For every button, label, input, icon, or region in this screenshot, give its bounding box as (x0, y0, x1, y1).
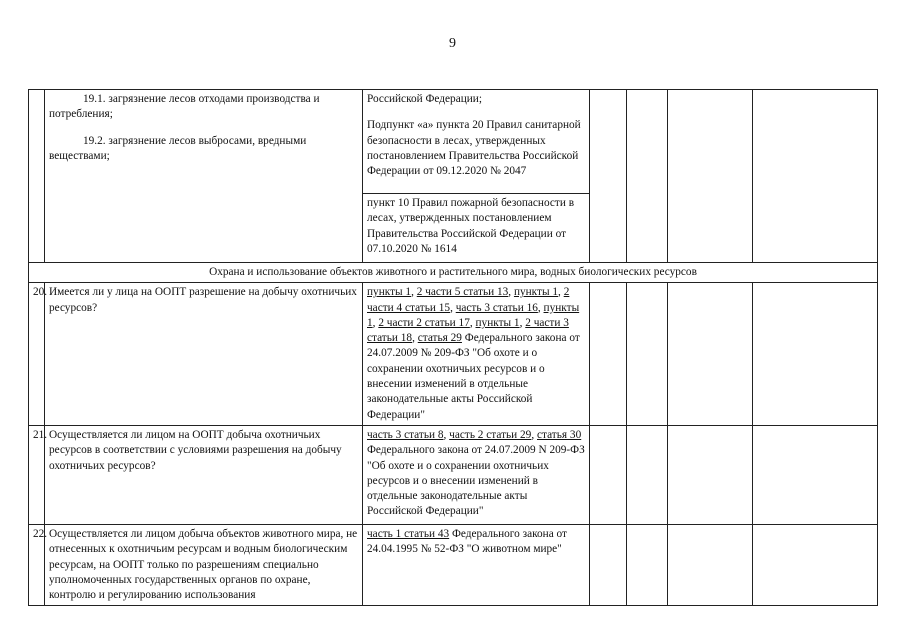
row-19-refs-cell-1 (363, 90, 590, 194)
row-20-col4 (590, 283, 627, 426)
ref-20-text: Федерального закона от 24.07.2009 № 209-ФЗ "Об охоте и о сохранении охотничьих ресурсов и о внесении изменений в отдельные законодательные акты Российской Федерации" (367, 332, 580, 421)
row-19-question-cell (45, 90, 363, 263)
section-header: Охрана и использование объектов животного и растительного мира, водных биологических ресурсов (29, 263, 878, 283)
row-19-col6 (668, 90, 753, 263)
ref-20-link-3[interactable]: пункты 1 (513, 286, 559, 299)
row-22-number: 22. (29, 524, 45, 605)
row-21-col6 (668, 425, 753, 524)
ref-20-link-4[interactable]: 2 части 4 статьи 15 (367, 286, 570, 314)
row-22-col5 (627, 524, 668, 605)
row-22-refs (363, 524, 590, 605)
row-21-question: Осуществляется ли лицом на ООПТ добыча охотничьих ресурсов в соответствии с условиями разрешения на добычу охотничьих ресурсов? (45, 425, 363, 524)
ref-21-text: Федерального закона от 24.07.2009 N 209-ФЗ "Об охоте и о сохранении охотничьих ресурсов и о внесении изменений в отдельные законодательные акты Российской Федерации" (367, 444, 585, 518)
row-22-col6 (668, 524, 753, 605)
table-row-21 (29, 425, 878, 524)
ref-20-link-5[interactable]: часть 3 статьи 16 (455, 301, 538, 314)
ref-21-link-3[interactable]: статья 30 (537, 428, 582, 441)
ref-19-b: Подпункт «а» пункта 20 Правил санитарной безопасности в лесах, утвержденных постановлением Правительства Российской Федерации от 09.12.2020 № 2047 (367, 119, 581, 178)
row-21-col5 (627, 425, 668, 524)
ref-22-link-1[interactable]: часть 1 статьи 43 (367, 527, 450, 540)
table-row-22 (29, 524, 878, 605)
ref-20-link-9[interactable]: 2 части 3 статьи 18 (367, 316, 569, 345)
row-20-col5 (627, 283, 668, 426)
ref-20-link-6[interactable]: пункты 1 (367, 301, 580, 329)
row-22-col7 (753, 524, 878, 605)
ref-20-link-7[interactable]: 2 части 2 статьи 17 (378, 316, 470, 329)
item-19-2: 19.2. загрязнение лесов выбросами, вредными веществами; (49, 134, 307, 162)
ref-21-link-1[interactable]: часть 3 статьи 8 (367, 428, 444, 441)
checklist-table (28, 89, 878, 606)
section-header-row (29, 263, 878, 283)
row-20-question: Имеется ли у лица на ООПТ разрешение на добычу охотничьих ресурсов? (45, 283, 363, 426)
row-21-refs: часть 3 статьи 8, часть 2 статьи 29, статья 30 Федерального закона от 24.07.2009 N 209-ФЗ "Об охоте и о сохранении охотничьих ресурсов и о внесении изменений в отдельные законодательные акты Российской Федерации" (363, 425, 590, 524)
row-19-number-cell (29, 90, 45, 263)
ref-20-link-1[interactable]: пункты 1 (367, 286, 412, 299)
ref-20-link-10[interactable]: статья 29 (417, 332, 462, 345)
table-row-20 (29, 283, 878, 426)
ref-22-text: Федерального закона от 24.04.1995 № 52-ФЗ "О животном мире" (367, 527, 567, 556)
row-21-col7 (753, 425, 878, 524)
table-row-19 (29, 90, 878, 194)
row-19-col7 (753, 90, 878, 263)
row-20-col7 (753, 283, 878, 426)
ref-19-a: Российской Федерации; (367, 93, 482, 105)
ref-21-link-2[interactable]: часть 2 статьи 29 (449, 428, 532, 441)
ref-19-c: пункт 10 Правил пожарной безопасности в лесах, утвержденных постановлением Правительства Российской Федерации от 07.10.2020 № 1614 (367, 197, 575, 255)
row-20-refs: пункты 1, 2 части 5 статьи 13, пункты 1, 2 части 4 статьи 15, часть 3 статьи 16, пункты 1, 2 части 2 статьи 17, пункты 1, 2 части 3 статьи 18, статья 29 Федерального закона от 24.07.2009 № 209-ФЗ "Об охоте и о сохранении охотничьих ресурсов и о внесении изменений в отдельные законодательные акты Российской Федерации" (363, 283, 590, 426)
row-19-col5 (627, 90, 668, 263)
row-22-col4 (590, 524, 627, 605)
row-21-col4 (590, 425, 627, 524)
row-21-number: 21. (29, 425, 45, 524)
row-22-question: Осуществляется ли лицом добыча объектов животного мира, не отнесенных к охотничьим ресурсам и водным биологическим ресурсам, на ООПТ только по разрешениям специально уполномоченных государственных органов по охране, контролю и регулированию использования (45, 524, 363, 605)
ref-20-link-2[interactable]: 2 части 5 статьи 13 (416, 286, 509, 299)
item-19-1: 19.1. загрязнение лесов отходами производства и потребления; (49, 93, 320, 121)
ref-20-link-8[interactable]: пункты 1 (475, 316, 520, 329)
row-19-refs-cell-2 (363, 194, 590, 263)
row-20-number: 20. (29, 283, 45, 426)
row-20-col6 (668, 283, 753, 426)
row-19-col4 (590, 90, 627, 263)
page-number: 9 (449, 36, 456, 51)
